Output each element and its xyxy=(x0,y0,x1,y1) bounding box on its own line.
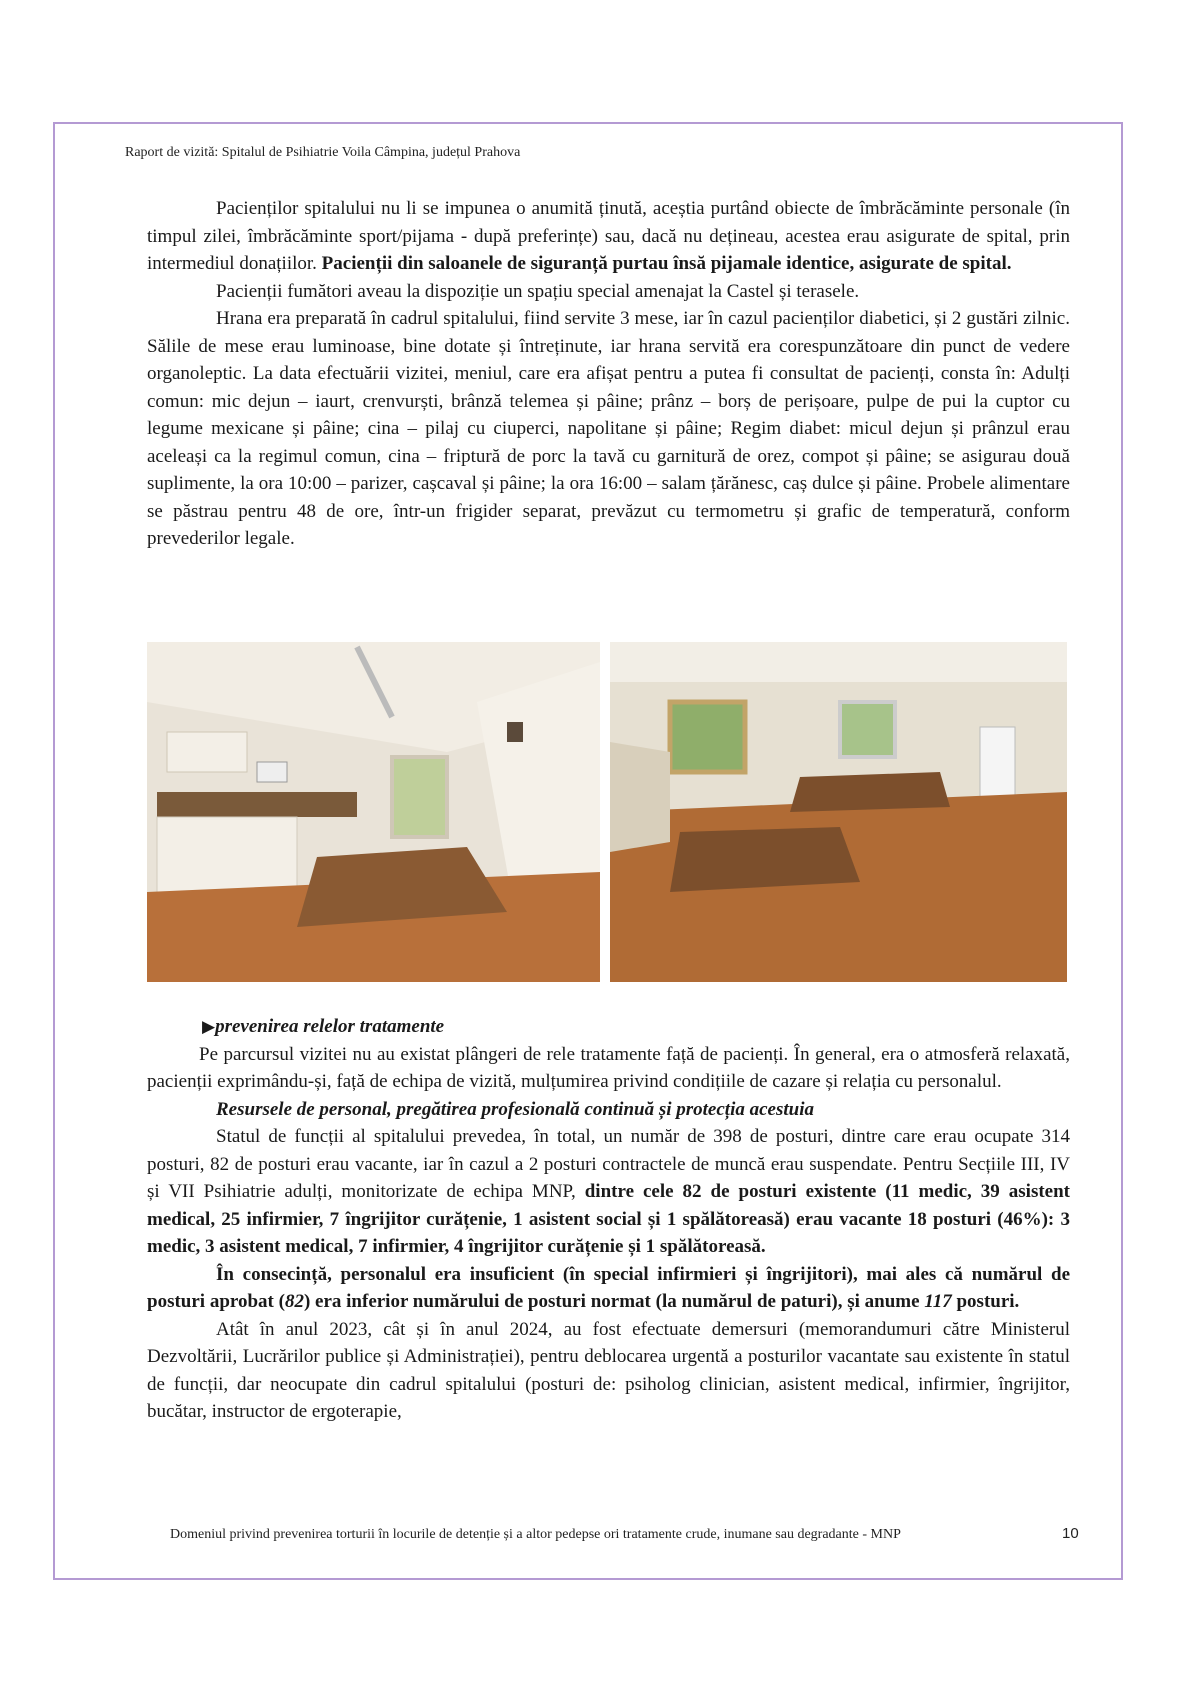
paragraph-clothing xyxy=(147,195,1070,278)
page-number: 10 xyxy=(1062,1525,1079,1542)
normed-posts-number: 117 xyxy=(924,1291,952,1312)
text-block-bottom xyxy=(147,1013,1070,1426)
paragraph-ill-treatment: Pe parcursul vizitei nu au existat plângeri de rele tratamente față de pacienți. În general, era o atmosferă relaxată, pacienții exprimându-și, față de echipa de vizită, mulțumirea privind condițiile de cazare și relația cu personalul. xyxy=(147,1043,1070,1092)
running-footer: Domeniul privind prevenirea torturii în locurile de detenție și a altor pedepse ori tratamente crude, inumane sau degradante - MNP xyxy=(170,1527,901,1542)
paragraph-clothing-text: Pacienților spitalului nu li se impunea o anumită ținută, aceștia purtând obiecte de îmbrăcăminte personale (în timpul zilei, îmbrăcăminte sport/pijama - după preferințe) sau, dacă nu dețineau, acestea erau asigurate de spital, prin intermediul donațiilor. xyxy=(147,198,1070,274)
paragraph-smokers: Pacienții fumători aveau la dispoziție un spațiu special amenajat la Castel și terasele. xyxy=(216,280,860,302)
heading-ill-treatment xyxy=(147,1013,1070,1041)
text-block-top xyxy=(147,195,1070,553)
triangle-bullet-icon: ▶ xyxy=(202,1017,216,1036)
heading-staff-resources: Resursele de personal, pregătirea profesională continuă și protecția acestuia xyxy=(216,1098,814,1120)
paragraph-consequence xyxy=(147,1261,1070,1316)
paragraph-staff-positions-bold: dintre cele 82 de posturi existente (11 medic, 39 asistent medical, 25 infirmier, 7 îngrijitor curățenie, 1 asistent social și 1 spălătoreasă) erau vacante 18 posturi (46%): 3 medic, 3 asistent medical, 7 infirmier, 4 îngrijitor curățenie și 1 spălătoreasă. xyxy=(147,1181,1070,1257)
kitchen-photo xyxy=(147,642,600,982)
paragraph-food: Hrana era preparată în cadrul spitalului, fiind servite 3 mese, iar în cazul pacienților diabetici, și 2 gustări zilnic. Sălile de mese erau luminoase, bine dotate și întreținute, iar hrana servită era corespunzătoare din punct de vedere organoleptic. La data efectuării vizitei, meniul, care era afișat pentru a putea fi consultat de pacienți, consta în: Adulți comun: mic dejun – iaurt, crenvurști, brânză telemea și pâine; prânz – borș de perișoare, pulpe de pui la cuptor cu legume mexicane și pâine; cina – pilaj cu ciuperci, napolitane și pâine; Regim diabet: micul dejun și prânzul erau aceleași ca la regimul comun, cina – friptură de porc la tavă cu garnitură de orez, compot și pâine; se asigurau două suplimente, la ora 10:00 – parizer, cașcaval și pâine; la ora 16:00 – salam țărănesc, caș dulce și pâine. Probele alimentare se păstrau pentru 48 de ore, într-un frigider separat, prevăzut cu termometru și grafic de temperatură, conform prevederilor legale. xyxy=(147,308,1070,549)
running-header: Raport de vizită: Spitalul de Psihiatrie Voila Câmpina, județul Prahova xyxy=(125,145,521,160)
paragraph-consequence-part-c: posturi. xyxy=(951,1291,1020,1312)
approved-posts-number: 82 xyxy=(284,1291,304,1312)
paragraph-consequence-part-b: ) era inferior numărului de posturi normat (la numărul de paturi), și anume xyxy=(303,1291,925,1312)
paragraph-memoranda: Atât în anul 2023, cât și în anul 2024, au fost efectuate demersuri (memorandumuri către Ministerul Dezvoltării, Lucrărilor publice și Administrației), pentru deblocarea urgentă a posturilor vacantate sau existente în statul de funcții, dar neocupate din cadrul spitalului (posturi de: psiholog clinician, asistent medical, infirmier, îngrijitor, bucătar, instructor de ergoterapie, xyxy=(147,1318,1070,1422)
dining-room-photo xyxy=(610,642,1067,982)
paragraph-staff-positions-text: Statul de funcții al spitalului prevedea, în total, un număr de 398 de posturi, dintre care erau ocupate 314 posturi, 82 de posturi erau vacante, iar în cazul a 2 posturi contractele de muncă erau suspendate. Pentru Secțiile III, IV și VII Psihiatrie adulți, monitorizate de echipa MNP, xyxy=(147,1126,1070,1202)
heading-ill-treatment-text: prevenirea relelor tratamente xyxy=(215,1016,445,1037)
paragraph-staff-positions xyxy=(147,1123,1070,1261)
paragraph-clothing-bold: Pacienții din saloanele de siguranță purtau însă pijamale identice, asigurate de spital. xyxy=(321,253,1012,274)
paragraph-consequence-part-a: În consecință, personalul era insuficient (în special infirmieri și îngrijitori), mai ales că numărul de posturi aprobat ( xyxy=(147,1263,1070,1312)
